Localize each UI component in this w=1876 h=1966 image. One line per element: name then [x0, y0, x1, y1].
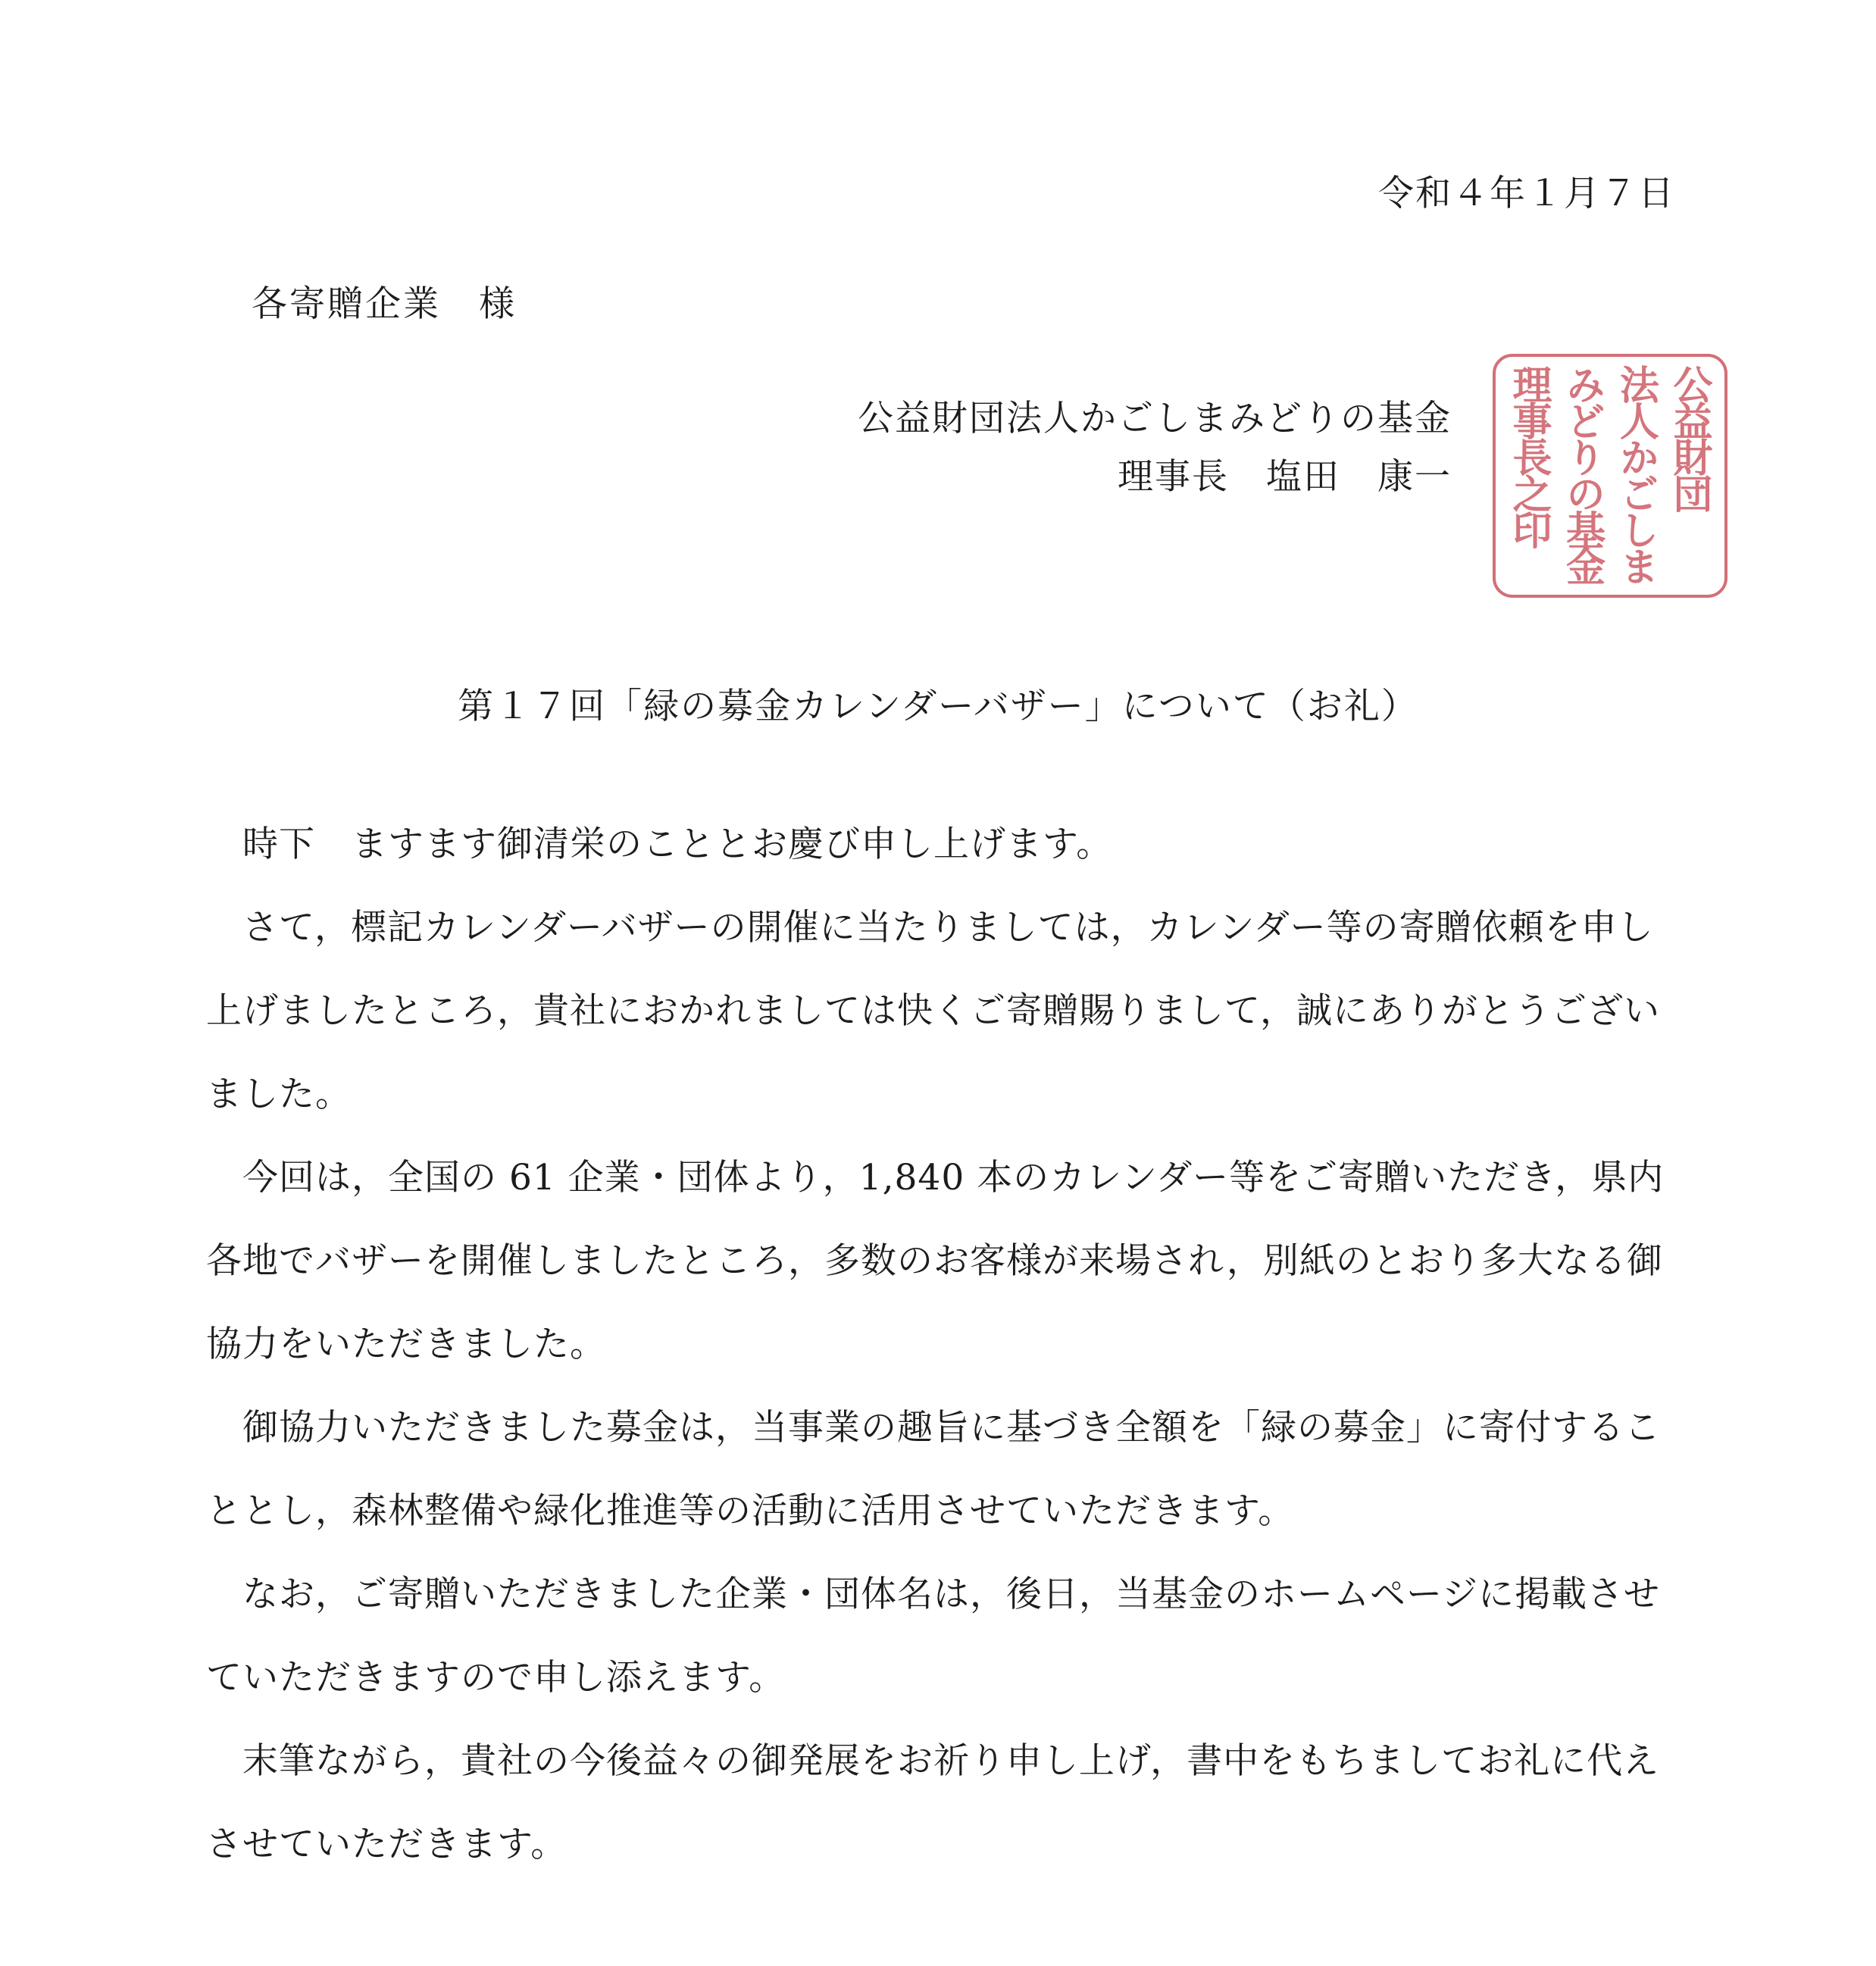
seal-column-4: 理事長之印 — [1505, 364, 1552, 546]
seal-column-2: 法人かごしま — [1612, 364, 1659, 583]
paragraph-results: 今回は，全国の 61 企業・団体より，1,840 本のカレンダー等をご寄贈いただき，県内各地でバザーを開催しましたところ，多数のお客様が来場され，別紙のとおり多大なる御協力をいただきました。 — [206, 1157, 1665, 1365]
paragraph-donation-use: 御協力いただきました募金は，当事業の趣旨に基づき全額を「緑の募金」に寄付することとし，森林整備や緑化推進等の活動に活用させていただきます。 — [206, 1407, 1661, 1532]
letter-date: 令和４年１月７日 — [1378, 173, 1675, 214]
paragraph-homepage-notice: なお，ご寄贈いただきました企業・団体名は，後日，当基金のホームページに掲載させていただきますので申し添えます。 — [206, 1574, 1661, 1699]
seal-text — [1502, 364, 1715, 584]
letter-title: 第１７回「緑の募金カレンダーバザー」について（お礼） — [458, 686, 1418, 727]
paragraph-closing: 末筆ながら，貴社の今後益々の御発展をお祈り申し上げ，書中をもちましてお礼に代えさせていただきます。 — [206, 1740, 1660, 1865]
sender-organization: 公益財団法人かごしまみどりの基金 — [858, 398, 1452, 439]
sender-signer: 理事長 塩田 康一 — [1118, 456, 1452, 498]
recipient: 各寄贈企業 様 — [252, 283, 517, 325]
letter-body — [206, 803, 1672, 1886]
official-seal-stamp — [1493, 354, 1727, 598]
seal-column-1: 公益財団 — [1665, 364, 1712, 510]
paragraph-thanks: さて，標記カレンダーバザーの開催に当たりましては，カレンダー等の寄贈依頼を申し上げましたところ，貴社におかれましては快くご寄贈賜りまして，誠にありがとうございました。 — [206, 907, 1661, 1115]
paragraph-greeting: 時下 ますます御清栄のこととお慶び申し上げます。 — [242, 824, 1113, 865]
seal-column-3: みどりの基金 — [1559, 364, 1606, 583]
